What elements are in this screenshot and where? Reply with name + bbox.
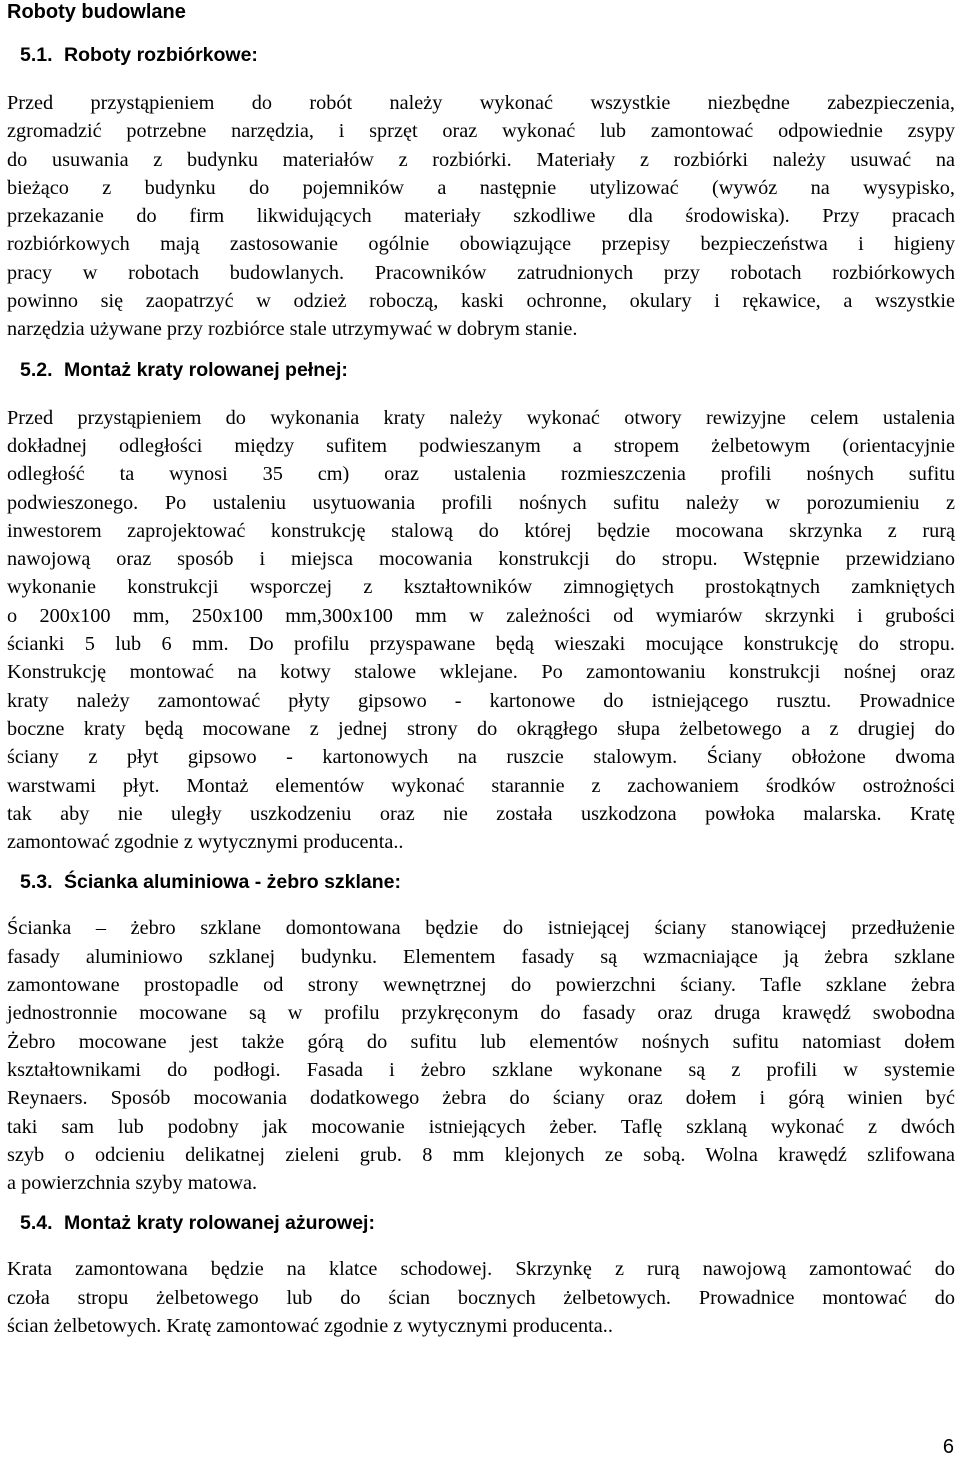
paragraph-line: podwieszonego. Po ustaleniu usytuowania profili nośnych sufitu należy w porozumieniu z (7, 491, 955, 514)
paragraph-line: zgromadzić potrzebne narzędzia, i sprzęt oraz wykonać lub zamontować odpowiednie zsypy (7, 120, 955, 143)
section-title: Ścianka aluminiowa - żebro szklane: (64, 871, 402, 894)
section-heading-5-4 (7, 1211, 955, 1235)
paragraph-line: Żebro mocowane jest także górą do sufitu lub elementów nośnych sufitu natomiast dołem (7, 1030, 955, 1053)
paragraph-line: taki sam lub podobny jak mocowanie istniejących żeber. Taflę szklaną wykonać z dwóch (7, 1115, 955, 1138)
paragraph-line: boczne kraty będą mocowane z jednej strony do okrągłego słupa żelbetowego a z drugiej do (7, 717, 955, 740)
section-number: 5.4. (20, 1212, 53, 1235)
paragraph-line: Konstrukcję montować na kotwy stalowe wklejane. Po zamontowaniu konstrukcji nośnej oraz (7, 661, 955, 684)
paragraph-line: jednostronnie mocowane są w profilu przykręconym do fasady oraz druga krawędź swobodna (7, 1002, 955, 1025)
section-number: 5.2. (20, 358, 53, 381)
paragraph-line: dokładnej odległości między sufitem podwieszanym a stropem żelbetowym (orientacyjnie (7, 434, 955, 457)
section-title: Montaż kraty rolowanej pełnej: (64, 358, 348, 381)
paragraph-line: powinno się zaopatrzyć w odzież roboczą, kaski ochronne, okulary i rękawice, a wszystkie (7, 290, 955, 313)
paragraph-line: tak aby nie uległy uszkodzeniu oraz nie została uszkodzona powłoka malarska. Kratę (7, 802, 955, 825)
paragraph-line: ścian żelbetowych. Kratę zamontować zgodnie z wytycznymi producenta.. (7, 1314, 613, 1337)
paragraph-line: bieżąco z budynku do pojemników a następnie utylizować (wywóz na wysypisko, (7, 176, 955, 199)
section-heading-5-3 (7, 870, 955, 894)
paragraph-line: pracy w robotach budowlanych. Pracowników zatrudnionych przy robotach rozbiórkowych (7, 261, 955, 284)
paragraph-line: Przed przystąpieniem do wykonania kraty należy wykonać otwory rewizyjne celem ustalenia (7, 406, 955, 429)
section-paragraph-5-2 (7, 404, 955, 857)
paragraph-line: ściany z płyt gipsowo - kartonowych na ruszcie stalowym. Ściany obłożone dwoma (7, 746, 955, 769)
paragraph-line: fasady aluminiowo szklanej budynku. Elementem fasady są wzmacniające ją żebra szklane (7, 945, 955, 968)
paragraph-line: inwestorem zaprojektować konstrukcję stalową do której będzie mocowana skrzynka z rurą (7, 519, 955, 542)
paragraph-line: Krata zamontowana będzie na klatce schodowej. Skrzynkę z rurą nawojową zamontować do (7, 1258, 955, 1281)
paragraph-line: Ścianka – żebro szklane domontowana będzie do istniejącej ściany stanowiącej przedłużenie (7, 917, 955, 940)
paragraph-line: przekazanie do firm likwidujących materiały szkodliwe dla środowiska). Przy pracach (7, 205, 955, 228)
paragraph-line: warstwami płyt. Montaż elementów wykonać starannie z zachowaniem środków ostrożności (7, 774, 955, 797)
section-paragraph-5-3 (7, 914, 955, 1197)
page-number: 6 (942, 1436, 954, 1458)
section-number: 5.1. (20, 44, 53, 66)
section-paragraph-5-1 (7, 89, 955, 344)
paragraph-line: zamontowane prostopadle od strony wewnętrznej do powierzchni ściany. Tafle szklane żebra (7, 974, 955, 997)
section-title: Montaż kraty rolowanej ażurowej: (64, 1212, 375, 1235)
paragraph-line: czoła stropu żelbetowego lub do ścian bocznych żelbetowych. Prowadnice montować do (7, 1286, 955, 1309)
paragraph-line: zamontować zgodnie z wytycznymi producenta.. (7, 831, 404, 854)
paragraph-line: rozbiórkowych mają zastosowanie ogólnie obowiązujące przepisy bezpieczeństwa i higieny (7, 233, 955, 256)
paragraph-line: wykonanie konstrukcji wsporczej z kształtowników zimnogiętych prostokątnych zamkniętych (7, 576, 955, 599)
paragraph-line: a powierzchnia szyby matowa. (7, 1172, 258, 1195)
paragraph-line: kraty należy zamontować płyty gipsowo - kartonowe do istniejącego rusztu. Prowadnice (7, 689, 955, 712)
paragraph-line: szyb o odcieniu delikatnej zieleni grub. 8 mm klejonych ze sobą. Wolna krawędź szlifowana (7, 1143, 955, 1166)
section-heading-5-1 (7, 43, 955, 67)
document-title: Roboty budowlane (7, 1, 186, 23)
paragraph-line: ścianki 5 lub 6 mm. Do profilu przyspawane będą wieszaki mocujące konstrukcję do stropu. (7, 633, 955, 656)
section-paragraph-5-4 (7, 1255, 955, 1340)
paragraph-line: kształtownikami do podłogi. Fasada i żebro szklane wykonane są z profili w systemie (7, 1058, 955, 1081)
paragraph-line: narzędzia używane przy rozbiórce stale utrzymywać w dobrym stanie. (7, 318, 578, 341)
paragraph-line: o 200x100 mm, 250x100 mm,300x100 mm w zależności od wymiarów skrzynki i grubości (7, 604, 955, 627)
paragraph-line: do usuwania z budynku materiałów z rozbiórki. Materiały z rozbiórki należy usuwać na (7, 148, 955, 171)
paragraph-line: nawojową oraz sposób i miejsca mocowania konstrukcji do stropu. Wstępnie przewidziano (7, 548, 955, 571)
document-page (7, 0, 955, 1340)
paragraph-line: Przed przystąpieniem do robót należy wykonać wszystkie niezbędne zabezpieczenia, (7, 92, 955, 114)
paragraph-line: Reynaers. Sposób mocowania dodatkowego żebra do ściany oraz dołem i górą winien być (7, 1087, 955, 1110)
section-heading-5-2 (7, 358, 955, 382)
section-number: 5.3. (20, 871, 53, 894)
paragraph-line: odległość ta wynosi 35 cm) oraz ustalenia rozmieszczenia profili nośnych sufitu (7, 463, 955, 486)
section-title: Roboty rozbiórkowe: (64, 44, 258, 66)
